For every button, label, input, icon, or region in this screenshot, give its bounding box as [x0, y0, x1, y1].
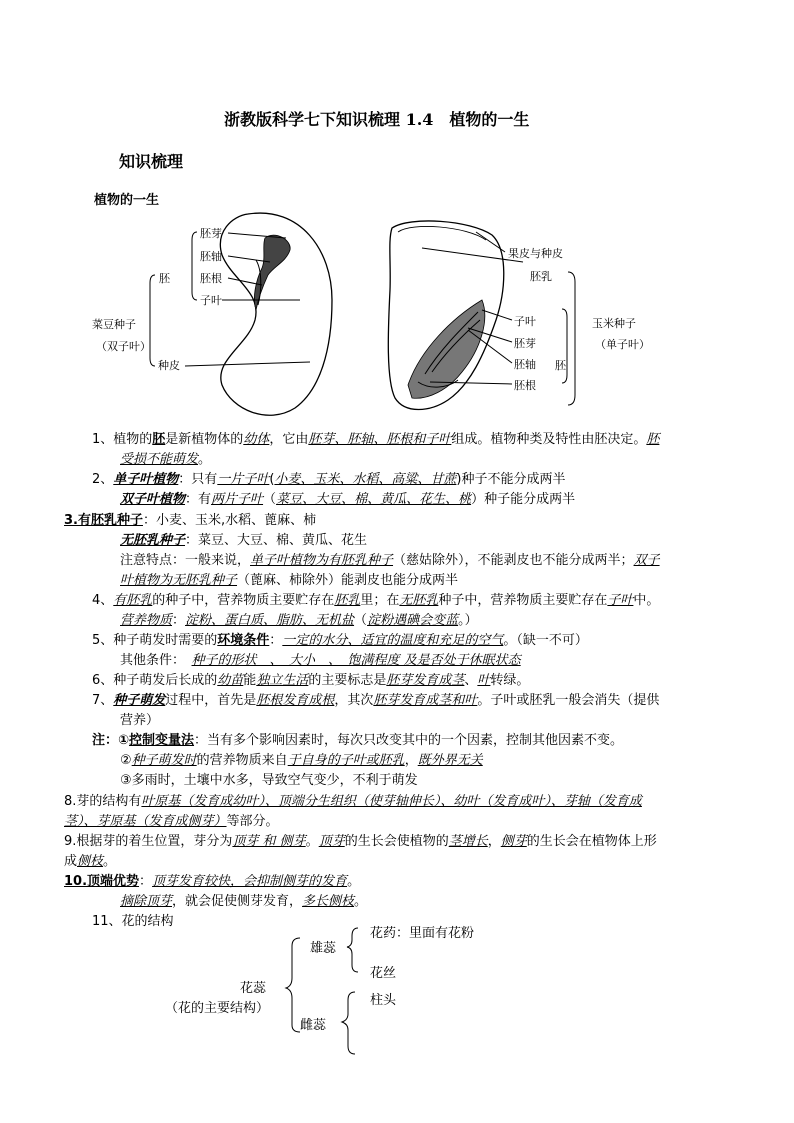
- flower-brace-pistil: [342, 992, 355, 1054]
- corn-pericarp-label: 果皮与种皮: [508, 247, 563, 260]
- item-2-dicot: 双子叶植物：有两片子叶（菜豆、大豆、棉、黄瓜、花生、桃）种子能分成两半: [120, 492, 576, 507]
- corn-seed-name: 玉米种子: [592, 317, 636, 330]
- item-5-other: 其他条件： 种子的形状 、 大小 、 饱满程度 及是否处于休眠状态: [120, 653, 521, 668]
- item-1-line2: 受损不能萌发。: [120, 452, 212, 467]
- item-4: 4、有胚乳的种子中，营养物质主要贮存在胚乳里；在无胚乳种子中，营养物质主要贮存在子叶中。: [92, 593, 660, 608]
- bean-seed-type: （双子叶）: [96, 340, 151, 353]
- flower-main-structure-note: （花的主要结构）: [165, 1001, 270, 1016]
- item-8-line1: 8.芽的结构有叶原基（发育成幼叶）、顶端分生组织（使芽轴伸长）、幼叶（发育成叶）、芽轴（发育成: [64, 794, 642, 809]
- note-1: 注：①控制变量法：当有多个影响因素时，每次只改变其中的一个因素，控制其他因素不变。: [92, 733, 624, 748]
- section-heading: 知识梳理: [119, 152, 184, 171]
- item-3-endosperm: 3.有胚乳种子：小麦、玉米,水稻、蓖麻、柿: [64, 513, 317, 528]
- corn-seed-type: （单子叶）: [595, 338, 650, 351]
- item-3-note-line2: 叶植物为无胚乳种子（蓖麻、柿除外）能剥皮也能分成两半: [120, 573, 459, 588]
- flower-filament: 花丝: [370, 966, 397, 981]
- flower-pistil: 雌蕊: [300, 1018, 327, 1033]
- corn-hypocotyl-label: 胚轴: [514, 358, 536, 371]
- item-8-line2: 茎）、芽原基（发育成侧芽）等部分。: [64, 814, 279, 829]
- item-1-line1: 1、植物的胚是新植物体的幼体，它由胚芽、胚轴、胚根和子叶组成。植物种类及特性由胚决定。胚: [92, 432, 660, 447]
- item-9-line2: 成侧枝。: [64, 854, 117, 869]
- item-3-note-line1: 注意特点：一般来说，单子叶植物为有胚乳种子（慈姑除外），不能剥皮也不能分成两半；双子: [120, 553, 660, 568]
- flower-anther: 花药：里面有花粉: [370, 926, 475, 941]
- note-3: ③多雨时，土壤中水多，导致空气变少，不利于萌发: [120, 773, 418, 788]
- item-5: 5、种子萌发时需要的环境条件：一定的水分、适宜的温度和充足的空气。（缺一不可）: [92, 633, 588, 648]
- flower-brace-main: [286, 938, 300, 1032]
- bean-cotyledon-label: 子叶: [200, 294, 222, 307]
- corn-radicle-label: 胚根: [514, 379, 536, 392]
- subsection-heading: 植物的一生: [94, 193, 160, 208]
- item-10-line1: 10.顶端优势：顶芽发育较快，会抑制侧芽的发育。: [64, 874, 361, 889]
- item-4-nutrients: 营养物质：淀粉、蛋白质、脂肪、无机盐（淀粉遇碘会变蓝。）: [120, 613, 478, 628]
- bean-hypocotyl-label: 胚轴: [200, 250, 222, 263]
- corn-cotyledon-label: 子叶: [514, 315, 536, 328]
- item-7-line2: 营养）: [120, 713, 160, 728]
- corn-plumule-label: 胚芽: [514, 337, 536, 350]
- note-2: ②种子萌发时的营养物质来自于自身的子叶或胚乳，既外界无关: [120, 753, 483, 768]
- item-9-line1: 9.根据芽的着生位置，芽分为顶芽 和 侧芽。顶芽的生长会使植物的茎增长，侧芽的生长会在植物体上形: [64, 834, 657, 849]
- bean-plumule-label: 胚芽: [200, 227, 222, 240]
- corn-embryo-label: 胚: [555, 359, 566, 372]
- bean-seed-name: 菜豆种子: [92, 318, 136, 331]
- flower-stigma: 柱头: [370, 993, 397, 1008]
- item-2-monocot: 2、单子叶植物：只有一片子叶(小麦、玉米、水稻、高粱、甘蔗)种子不能分成两半: [92, 472, 566, 487]
- flower-stamen: 雄蕊: [310, 941, 337, 956]
- item-11-heading: 11、花的结构: [92, 914, 174, 929]
- bean-radicle-label: 胚根: [200, 272, 222, 285]
- item-3-no-endosperm: 无胚乳种子：菜豆、大豆、棉、黄瓜、花生: [120, 533, 368, 548]
- flower-pistil-group: 花蕊: [240, 981, 267, 996]
- item-7-line1: 7、种子萌发过程中，首先是胚根发育成根，其次胚芽发育成茎和叶。子叶或胚乳一般会消失（提供: [92, 693, 660, 708]
- bean-seedcoat-label: 种皮: [158, 359, 180, 372]
- corn-endosperm-label: 胚乳: [530, 270, 552, 283]
- flower-brace-stamen: [347, 928, 358, 972]
- bean-embryo-label: 胚: [159, 272, 170, 285]
- page-title: 浙教版科学七下知识梳理 1.4 植物的一生: [224, 110, 530, 129]
- item-6: 6、种子萌发后长成的幼苗能独立生活的主要标志是胚芽发育成茎、叶转绿。: [92, 673, 530, 688]
- item-10-line2: 摘除顶芽，就会促使侧芽发育，多长侧枝。: [120, 894, 368, 909]
